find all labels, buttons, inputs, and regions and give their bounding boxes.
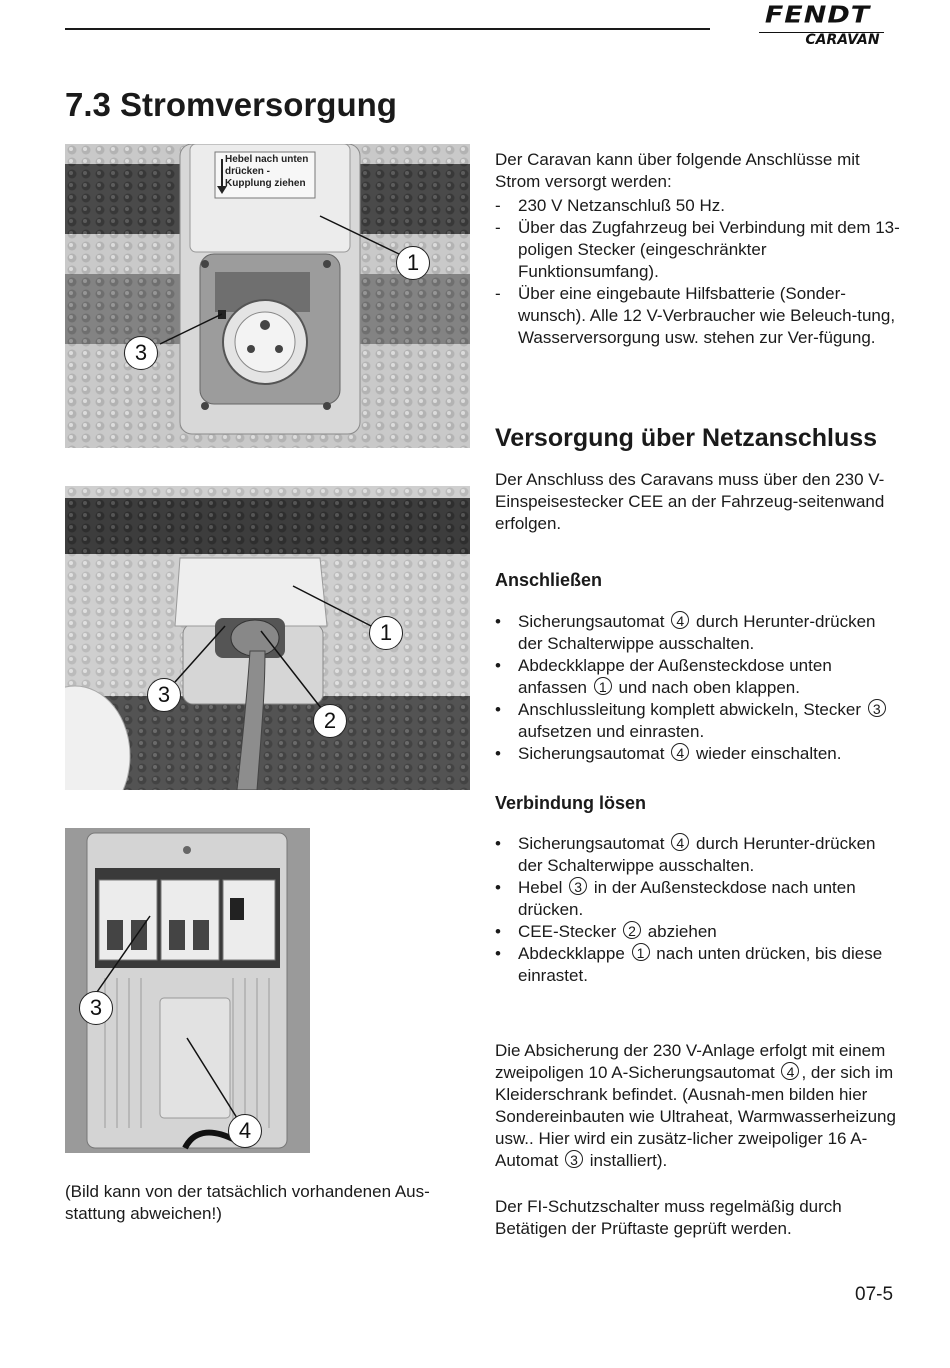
fuse-text [495, 1040, 905, 1172]
list-item [495, 699, 895, 743]
plug-photo-illustration [65, 486, 470, 790]
callout-3: 3 [79, 991, 113, 1025]
ref-number: 1 [594, 677, 612, 695]
intro-text: Der Caravan kann über folgende Anschlüsse mit Strom versorgt werden: [495, 150, 860, 191]
dash-marker: - [495, 218, 501, 237]
bullet-marker: • [495, 834, 501, 853]
ref-number: 4 [671, 743, 689, 761]
fuse-text-part: installiert). [589, 1151, 668, 1170]
callout-1: 1 [369, 616, 403, 650]
ref-number: 3 [565, 1150, 583, 1168]
list-item [495, 655, 895, 699]
item-text: durch Herunter-drücken der Schalterwippe ausschalten. [518, 612, 876, 653]
fuse-text-part: Die Absicherung der 230 V-Anlage erfolgt mit einem zweipoligen 10 A-Sicherungsautomat [495, 1041, 886, 1082]
item-text: nach unten drücken, bis diese einrastet. [518, 944, 883, 985]
list-item-text: 230 V Netzanschluß 50 Hz. [518, 196, 725, 215]
page-title: 7.3 Stromversorgung [65, 86, 397, 123]
bullet-marker: • [495, 744, 501, 763]
ref-number: 4 [671, 611, 689, 629]
list-item [495, 743, 895, 765]
callout-3: 3 [124, 336, 158, 370]
fuse-text-part: , der sich im Kleiderschrank befindet. (Ausnah-men bilden hier Sondereinbauten wie Ultraheat, Warmwasserheizung usw.. Hier wird ein zusätz-licher zweipoliger 16 A-Automat [495, 1063, 896, 1170]
list-item [495, 611, 895, 655]
callout-2: 2 [313, 704, 347, 738]
breaker-photo-illustration [65, 828, 310, 1153]
item-text: durch Herunter-drücken der Schalterwippe ausschalten. [518, 834, 876, 875]
page-number: 07-5 [855, 1284, 894, 1305]
bullet-marker: • [495, 944, 501, 963]
disconnect-list [495, 833, 895, 987]
item-text: abziehen [647, 922, 717, 941]
photo-cee-plug-connected [65, 486, 470, 790]
list-item [495, 921, 895, 943]
dash-marker: - [495, 196, 501, 215]
logo-brand: FENDT [764, 2, 871, 29]
list-item [495, 943, 895, 987]
connect-heading: Anschließen [495, 570, 603, 590]
list-item-text: Über eine eingebaute Hilfsbatterie (Sonder-wunsch). Alle 12 V-Verbraucher wie Beleuch-tung, Wasserversorgung usw. stehen zur Ver-fügung. [518, 284, 896, 347]
item-text: und nach oben klappen. [618, 678, 800, 697]
item-text: Sicherungsautomat [518, 834, 665, 853]
ref-number: 3 [868, 699, 886, 717]
list-item [495, 877, 895, 921]
header-rule [65, 28, 710, 30]
item-text: Abdeckklappe der Außensteckdose unten anfassen [518, 656, 832, 697]
item-text: in der Außensteckdose nach unten drücken. [518, 878, 856, 919]
item-text: wieder einschalten. [695, 744, 842, 763]
ref-number: 2 [623, 921, 641, 939]
photo-exterior-socket [65, 144, 470, 448]
intro-list [495, 195, 900, 349]
bullet-marker: • [495, 656, 501, 675]
list-item [495, 217, 900, 283]
ref-number: 4 [671, 833, 689, 851]
callout-1: 1 [396, 246, 430, 280]
socket-lever-label: Hebel nach unten drücken - Kupplung ziehen [225, 154, 309, 189]
bullet-marker: • [495, 612, 501, 631]
item-text: Hebel [518, 878, 563, 897]
item-text: CEE-Stecker [518, 922, 617, 941]
section-heading: Versorgung über Netzanschluss [495, 424, 878, 452]
disconnect-heading: Verbindung lösen [495, 793, 647, 813]
photo-breaker-box [65, 828, 310, 1153]
connect-list [495, 611, 895, 765]
fi-switch-text: Der FI-Schutzschalter muss regelmäßig durch Betätigen der Prüftaste geprüft werden. [495, 1197, 842, 1238]
photo-caption: (Bild kann von der tatsächlich vorhandenen Aus-stattung abweichen!) [65, 1182, 430, 1223]
callout-3: 3 [147, 678, 181, 712]
item-text: Abdeckklappe [518, 944, 625, 963]
item-text: Anschlussleitung komplett abwickeln, Stecker [518, 700, 861, 719]
item-text: Sicherungsautomat [518, 744, 665, 763]
bullet-marker: • [495, 878, 501, 897]
list-item [495, 283, 900, 349]
list-item-text: Über das Zugfahrzeug bei Verbindung mit dem 13-poligen Stecker (eingeschränkter Funktionsumfang). [518, 218, 900, 281]
section-text: Der Anschluss des Caravans muss über den 230 V-Einspeisestecker CEE an der Fahrzeug-seitenwand erfolgen. [495, 470, 885, 533]
bullet-marker: • [495, 700, 501, 719]
list-item [495, 833, 895, 877]
bullet-marker: • [495, 922, 501, 941]
callout-4: 4 [228, 1114, 262, 1148]
logo-subbrand: CARAVAN [805, 32, 880, 48]
item-text: Sicherungsautomat [518, 612, 665, 631]
dash-marker: - [495, 284, 501, 303]
fendt-caravan-logo [745, 2, 890, 54]
ref-number: 1 [632, 943, 650, 961]
item-text: aufsetzen und einrasten. [518, 722, 705, 741]
ref-number: 4 [781, 1062, 799, 1080]
ref-number: 3 [569, 877, 587, 895]
list-item [495, 195, 900, 217]
